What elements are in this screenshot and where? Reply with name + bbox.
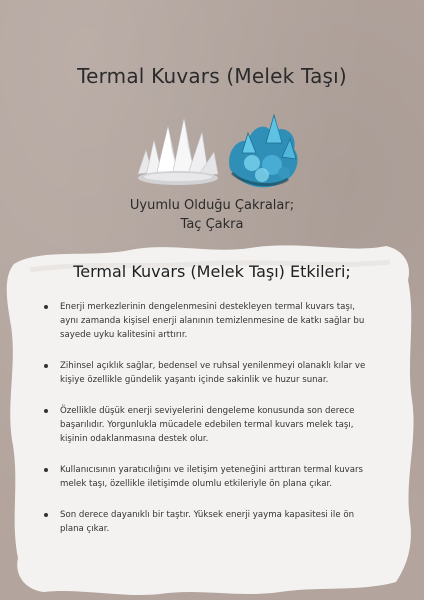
list-item [44, 359, 374, 387]
bullet-icon [44, 409, 48, 413]
bullet-icon [44, 468, 48, 472]
list-item [44, 300, 374, 342]
list-item-text: Özellikle düşük enerji seviyelerini dengeleme konusunda son derece başarılıdır. Yorgunlukla mücadele edebilen termal kuvars melek taşı, kişinin odaklanmasına destek olur. [60, 406, 355, 444]
list-item-text: Enerji merkezlerinin dengelenmesini destekleyen termal kuvars taşı, aynı zamanda kişisel enerji alanının temizlenmesine de katkı sağlar bu sayede uyku kalitesini arttırır. [60, 302, 365, 340]
bullet-icon [44, 513, 48, 517]
page-title: Termal Kuvars (Melek Taşı) [77, 64, 347, 88]
list-item [44, 508, 374, 536]
list-item [44, 404, 374, 446]
effects-title: Termal Kuvars (Melek Taşı) Etkileri; [73, 262, 351, 281]
list-item [44, 463, 374, 491]
effects-list [44, 300, 374, 553]
clear-quartz-crystal-icon [132, 112, 222, 188]
chakra-label: Uyumlu Olduğu Çakralar; [129, 198, 295, 213]
bullet-icon [44, 364, 48, 368]
list-item-text: Kullanıcısının yaratıcılığını ve iletişim yeteneğini arttıran termal kuvars melek taşı, özellikle iletişimde olumlu etkileriyle ön plana çıkar. [60, 465, 364, 489]
bullet-icon [44, 305, 48, 309]
list-item-text: Zihinsel açıklık sağlar, bedensel ve ruhsal yenilenmeyi olanaklı kılar ve kişiye özellikle gündelik yaşantı içinde sakinlik ve huzur sunar. [60, 361, 366, 385]
blue-aura-quartz-crystal-icon [222, 113, 302, 191]
list-item-text: Son derece dayanıklı bir taştır. Yüksek enerji yayma kapasitesi ile ön plana çıkar. [60, 510, 355, 534]
chakra-value: Taç Çakra [180, 217, 244, 232]
